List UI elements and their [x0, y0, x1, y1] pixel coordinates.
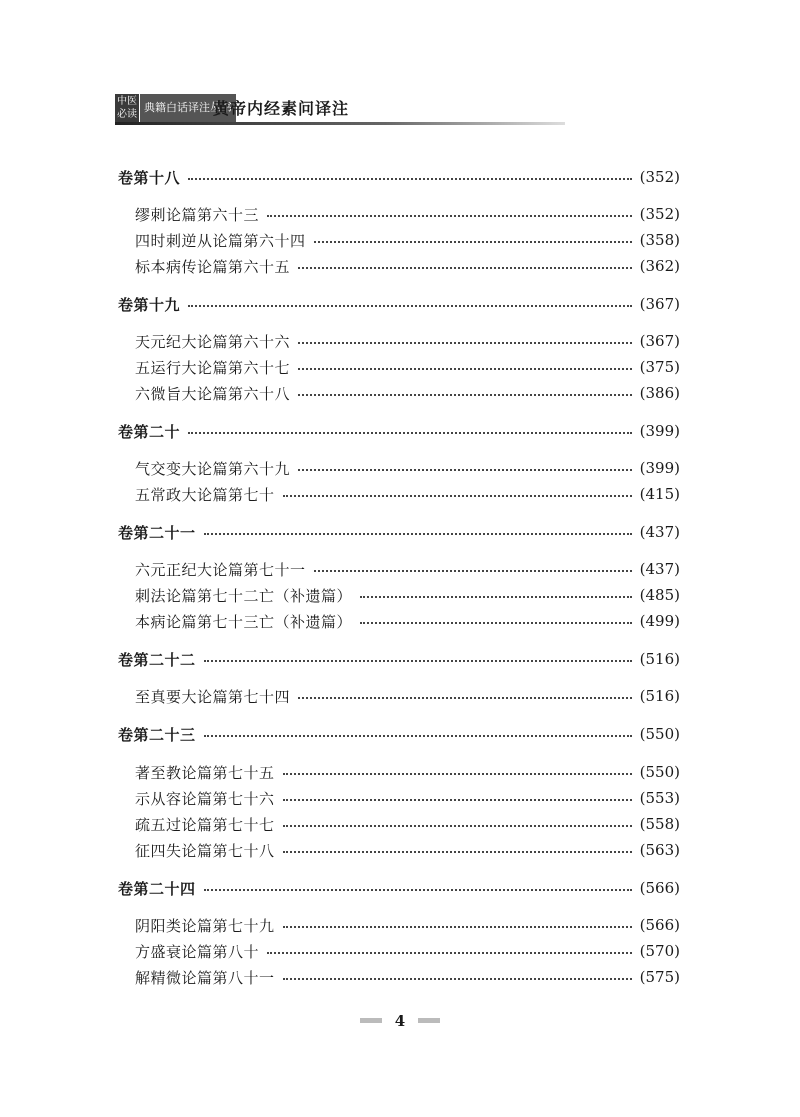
toc-page-number: (550): [639, 763, 680, 781]
toc-title: 五常政大论篇第七十: [135, 485, 275, 504]
toc-title: 六微旨大论篇第六十八: [135, 384, 291, 403]
toc-page-number: (358): [639, 231, 680, 249]
toc-page-number: (553): [639, 789, 680, 807]
toc-page-number: (367): [639, 332, 680, 350]
toc-page-number: (563): [639, 841, 680, 859]
toc-title: 气交变大论篇第六十九: [135, 459, 291, 478]
series-logo-top: 中医必读: [115, 94, 140, 122]
toc-section-row: [118, 965, 680, 989]
toc-title: 标本病传论篇第六十五: [135, 257, 291, 276]
toc-page-number: (485): [639, 586, 680, 604]
toc-page-number: (558): [639, 815, 680, 833]
toc-title: 示从容论篇第七十六: [135, 789, 275, 808]
toc-leader-dots: [298, 394, 632, 396]
toc-title: 解精微论篇第八十一: [135, 968, 275, 987]
toc-section-row: [118, 482, 680, 506]
toc-leader-dots: [298, 697, 632, 699]
toc-leader-dots: [314, 570, 632, 572]
toc-page-number: (516): [639, 687, 680, 705]
series-logo-bottom: 典籍白话译注丛书: [140, 94, 236, 122]
toc-title: 卷第十九: [118, 295, 181, 314]
toc-title: 卷第二十一: [118, 523, 196, 542]
toc-section-row: [118, 684, 680, 708]
toc-section-row: [118, 812, 680, 836]
toc-leader-dots: [267, 215, 632, 217]
toc-page-number: (362): [639, 257, 680, 275]
toc-leader-dots: [267, 952, 632, 954]
toc-leader-dots: [204, 735, 632, 737]
toc-volume-row: [118, 165, 680, 189]
toc-title: 卷第二十: [118, 422, 181, 441]
toc-section-row: [118, 228, 680, 252]
toc-section-row: [118, 557, 680, 581]
toc-title: 方盛衰论篇第八十: [135, 942, 260, 961]
toc-volume-row: [118, 419, 680, 443]
toc-leader-dots: [298, 267, 632, 269]
toc-title: 本病论篇第七十三亡（补遗篇）: [135, 612, 353, 631]
toc-title: 卷第二十二: [118, 650, 196, 669]
toc-page-number: (566): [639, 879, 680, 897]
toc-section-row: [118, 939, 680, 963]
toc-page-number: (375): [639, 358, 680, 376]
toc-leader-dots: [298, 342, 632, 344]
toc-section-row: [118, 381, 680, 405]
toc-section-row: [118, 838, 680, 862]
page-number: 4: [394, 1012, 406, 1030]
toc-page-number: (437): [639, 523, 680, 541]
toc-section-row: [118, 456, 680, 480]
toc-page-number: (386): [639, 384, 680, 402]
header-rule: [115, 122, 565, 125]
toc-page-number: (516): [639, 650, 680, 668]
toc-title: 天元纪大论篇第六十六: [135, 332, 291, 351]
toc-leader-dots: [360, 596, 632, 598]
page-footer: [0, 1012, 800, 1042]
toc-leader-dots: [360, 622, 632, 624]
toc-leader-dots: [283, 773, 632, 775]
toc-page-number: (437): [639, 560, 680, 578]
toc-section-row: [118, 355, 680, 379]
toc-leader-dots: [314, 241, 632, 243]
toc-leader-dots: [188, 178, 632, 180]
toc-leader-dots: [188, 432, 632, 434]
toc-section-row: [118, 583, 680, 607]
running-header: [115, 94, 565, 126]
toc-title: 六元正纪大论篇第七十一: [135, 560, 306, 579]
toc-volume-row: [118, 722, 680, 746]
toc-title: 至真要大论篇第七十四: [135, 687, 291, 706]
toc-title: 缪刺论篇第六十三: [135, 205, 260, 224]
toc-section-row: [118, 786, 680, 810]
toc-title: 卷第二十三: [118, 725, 196, 744]
toc-section-row: [118, 202, 680, 226]
toc-leader-dots: [298, 469, 632, 471]
toc-leader-dots: [283, 825, 632, 827]
toc-page-number: (367): [639, 295, 680, 313]
toc-page-number: (399): [639, 459, 680, 477]
toc-leader-dots: [188, 305, 632, 307]
toc-page-number: (575): [639, 968, 680, 986]
toc-page-number: (352): [639, 168, 680, 186]
book-title: 黄帝内经素问译注: [213, 99, 350, 118]
toc-section-row: [118, 913, 680, 937]
toc-volume-row: [118, 647, 680, 671]
toc-leader-dots: [204, 889, 632, 891]
toc-page-number: (499): [639, 612, 680, 630]
toc-leader-dots: [283, 851, 632, 853]
toc-volume-row: [118, 876, 680, 900]
toc-title: 卷第十八: [118, 168, 181, 187]
toc-page-number: (399): [639, 422, 680, 440]
toc-page-number: (352): [639, 205, 680, 223]
toc-title: 卷第二十四: [118, 879, 196, 898]
toc-leader-dots: [298, 368, 632, 370]
toc-title: 征四失论篇第七十八: [135, 841, 275, 860]
toc-volume-row: [118, 292, 680, 316]
toc-volume-row: [118, 520, 680, 544]
toc-title: 四时刺逆从论篇第六十四: [135, 231, 306, 250]
toc-page-number: (570): [639, 942, 680, 960]
toc-page-number: (550): [639, 725, 680, 743]
toc-title: 五运行大论篇第六十七: [135, 358, 291, 377]
toc-page-number: (566): [639, 916, 680, 934]
toc-leader-dots: [283, 926, 632, 928]
toc-page-number: (415): [639, 485, 680, 503]
toc-section-row: [118, 760, 680, 784]
toc-title: 阴阳类论篇第七十九: [135, 916, 275, 935]
toc-leader-dots: [204, 660, 632, 662]
toc-section-row: [118, 254, 680, 278]
footer-bar-right: [418, 1018, 440, 1023]
toc-leader-dots: [283, 978, 632, 980]
footer-bar-left: [360, 1018, 382, 1023]
toc-leader-dots: [283, 495, 632, 497]
toc-section-row: [118, 609, 680, 633]
toc-leader-dots: [204, 533, 632, 535]
toc-title: 著至教论篇第七十五: [135, 763, 275, 782]
toc-leader-dots: [283, 799, 632, 801]
toc-title: 疏五过论篇第七十七: [135, 815, 275, 834]
toc-section-row: [118, 329, 680, 353]
toc-title: 刺法论篇第七十二亡（补遗篇）: [135, 586, 353, 605]
